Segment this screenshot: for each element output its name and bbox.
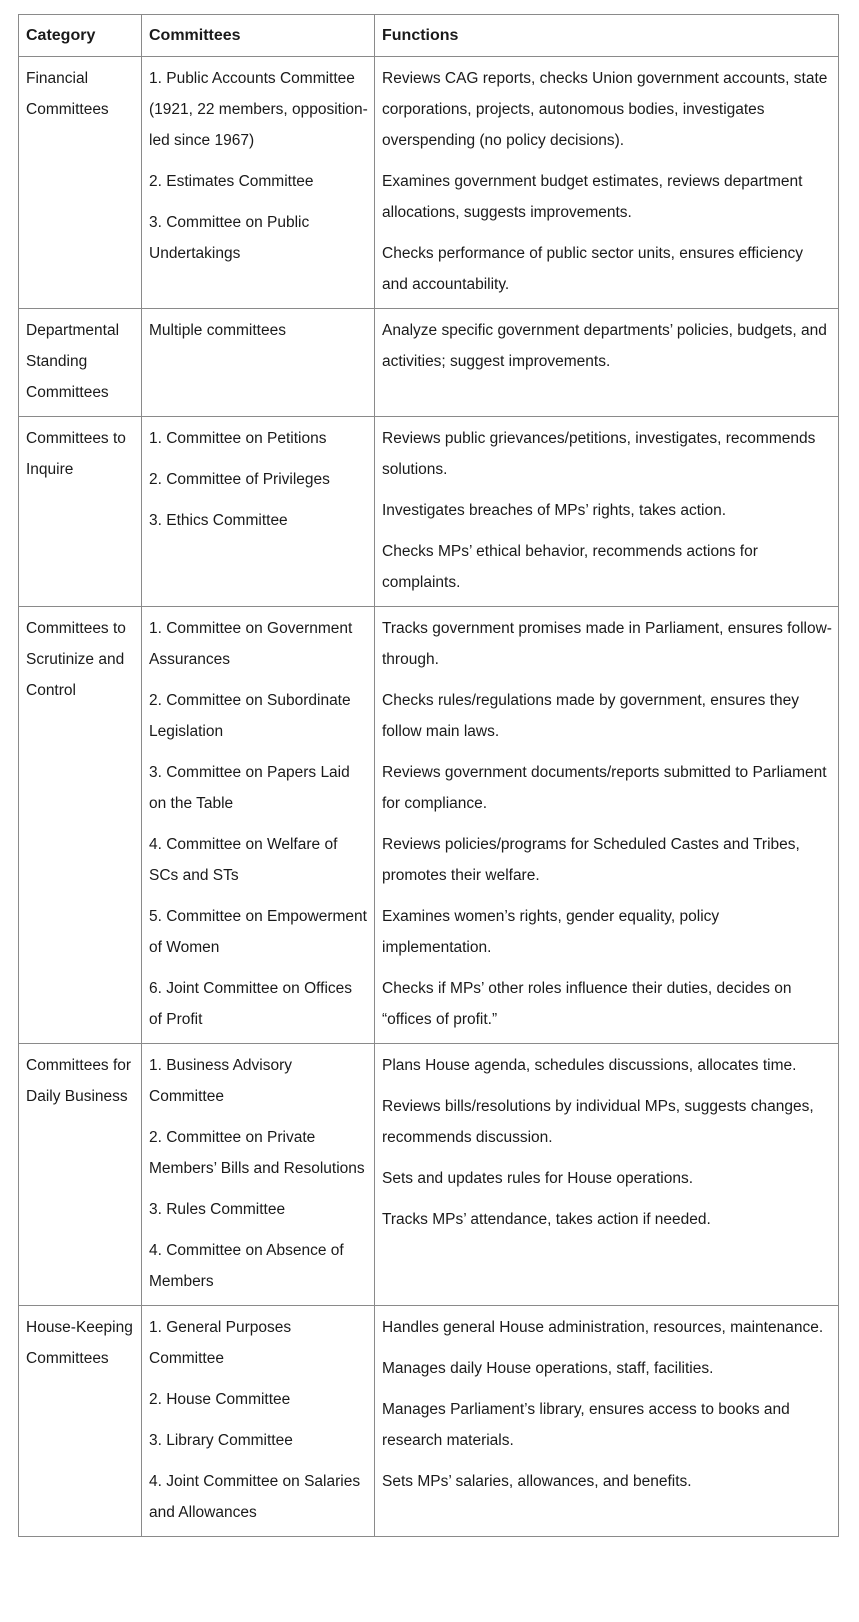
committee-item: 2. Committee on Private Members’ Bills and Resolutions	[149, 1129, 365, 1177]
committee-item: 4. Committee on Absence of Members	[149, 1242, 344, 1290]
committee-item: 6. Joint Committee on Offices of Profit	[149, 980, 353, 1028]
table-row	[19, 57, 839, 309]
committee-item: 2. House Committee	[149, 1391, 291, 1408]
category-cell: Departmental Standing Committees	[19, 309, 142, 417]
function-item: Checks rules/regulations made by government, ensures they follow main laws.	[382, 692, 799, 740]
function-item: Tracks MPs’ attendance, takes action if needed.	[382, 1211, 711, 1228]
committee-item: 3. Committee on Public Undertakings	[149, 214, 310, 262]
table-row	[19, 417, 839, 607]
function-item: Reviews CAG reports, checks Union government accounts, state corporations, projects, autonomous bodies, investigates overspending (no policy decisions).	[382, 70, 828, 149]
committee-item: 1. Business Advisory Committee	[149, 1057, 293, 1105]
function-item: Reviews public grievances/petitions, investigates, recommends solutions.	[382, 430, 816, 478]
committee-item: 3. Committee on Papers Laid on the Table	[149, 764, 350, 812]
functions-cell	[375, 1306, 839, 1537]
header-category: Category	[19, 15, 142, 57]
function-item: Examines government budget estimates, reviews department allocations, suggests improvements.	[382, 173, 803, 221]
function-item: Checks performance of public sector units, ensures efficiency and accountability.	[382, 245, 803, 293]
function-item: Sets MPs’ salaries, allowances, and benefits.	[382, 1473, 692, 1490]
committees-cell	[142, 1306, 375, 1537]
committee-item: 2. Committee of Privileges	[149, 471, 330, 488]
committee-item: 1. General Purposes Committee	[149, 1319, 292, 1367]
committees-cell	[142, 309, 375, 417]
committee-item: 3. Library Committee	[149, 1432, 293, 1449]
committee-item: 3. Ethics Committee	[149, 512, 288, 529]
committee-item: 5. Committee on Empowerment of Women	[149, 908, 367, 956]
function-item: Checks if MPs’ other roles influence their duties, decides on “offices of profit.”	[382, 980, 792, 1028]
committee-item: 1. Committee on Petitions	[149, 430, 327, 447]
category-cell: Committees for Daily Business	[19, 1044, 142, 1306]
function-item: Reviews government documents/reports submitted to Parliament for compliance.	[382, 764, 827, 812]
header-committees: Committees	[142, 15, 375, 57]
functions-cell	[375, 607, 839, 1044]
function-item: Handles general House administration, resources, maintenance.	[382, 1319, 824, 1336]
function-item: Analyze specific government departments’ policies, budgets, and activities; suggest improvements.	[382, 322, 827, 370]
function-item: Sets and updates rules for House operations.	[382, 1170, 694, 1187]
functions-cell	[375, 309, 839, 417]
committee-item: 1. Committee on Government Assurances	[149, 620, 353, 668]
function-item: Reviews bills/resolutions by individual MPs, suggests changes, recommends discussion.	[382, 1098, 814, 1146]
function-item: Checks MPs’ ethical behavior, recommends actions for complaints.	[382, 543, 758, 591]
table-row	[19, 1044, 839, 1306]
category-cell: House-Keeping Committees	[19, 1306, 142, 1537]
committee-item: 4. Committee on Welfare of SCs and STs	[149, 836, 338, 884]
category-cell: Committees to Scrutinize and Control	[19, 607, 142, 1044]
function-item: Investigates breaches of MPs’ rights, takes action.	[382, 502, 727, 519]
committees-table	[18, 14, 839, 1537]
category-cell: Committees to Inquire	[19, 417, 142, 607]
header-functions: Functions	[375, 15, 839, 57]
category-cell: Financial Committees	[19, 57, 142, 309]
table-row	[19, 1306, 839, 1537]
committee-item: 2. Estimates Committee	[149, 173, 314, 190]
table-header-row	[19, 15, 839, 57]
functions-cell	[375, 1044, 839, 1306]
committee-item: 2. Committee on Subordinate Legislation	[149, 692, 351, 740]
committees-cell	[142, 1044, 375, 1306]
function-item: Tracks government promises made in Parliament, ensures follow-through.	[382, 620, 832, 668]
committee-item: Multiple committees	[149, 322, 286, 339]
committees-cell	[142, 417, 375, 607]
table-row	[19, 607, 839, 1044]
function-item: Manages Parliament’s library, ensures access to books and research materials.	[382, 1401, 790, 1449]
committee-item: 4. Joint Committee on Salaries and Allowances	[149, 1473, 361, 1521]
committee-item: 3. Rules Committee	[149, 1201, 286, 1218]
function-item: Manages daily House operations, staff, facilities.	[382, 1360, 714, 1377]
committees-cell	[142, 607, 375, 1044]
functions-cell	[375, 417, 839, 607]
function-item: Examines women’s rights, gender equality, policy implementation.	[382, 908, 720, 956]
function-item: Plans House agenda, schedules discussions, allocates time.	[382, 1057, 797, 1074]
committees-cell	[142, 57, 375, 309]
functions-cell	[375, 57, 839, 309]
committee-item: 1. Public Accounts Committee (1921, 22 members, opposition-led since 1967)	[149, 70, 368, 149]
table-row	[19, 309, 839, 417]
function-item: Reviews policies/programs for Scheduled Castes and Tribes, promotes their welfare.	[382, 836, 800, 884]
